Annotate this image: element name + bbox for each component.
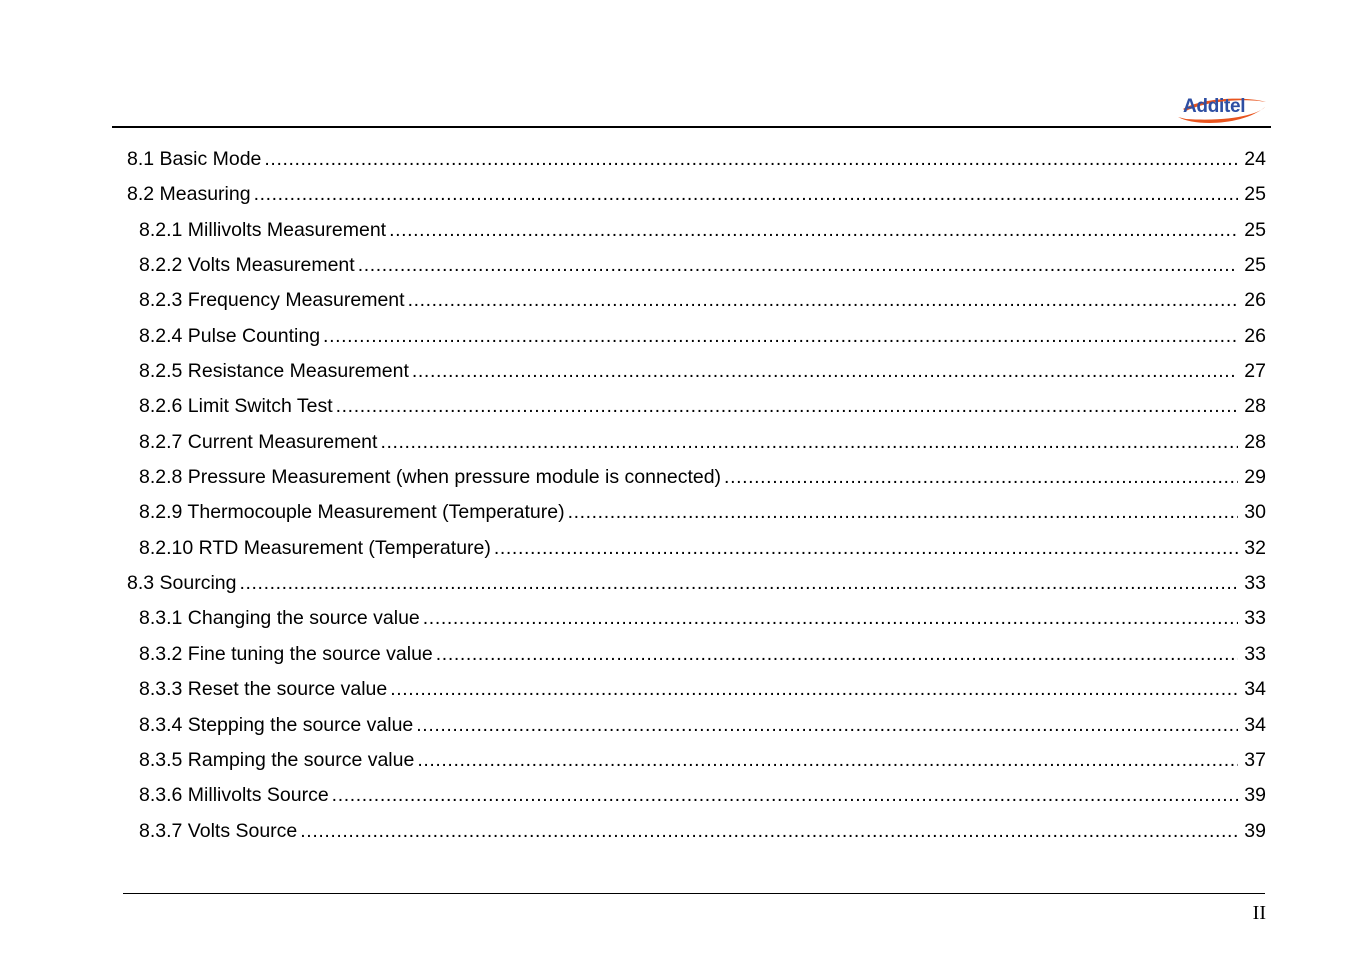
toc-entry-label: 8.2.7 Current Measurement [139, 430, 378, 453]
toc-entry[interactable] [0, 283, 1350, 318]
toc-entry-label: 8.1 Basic Mode [127, 148, 262, 170]
toc-dot-leader [494, 531, 1238, 566]
toc-entry-page: 25 [1244, 254, 1266, 277]
toc-entry-label: 8.3 Sourcing [127, 572, 237, 595]
toc-entry-page: 33 [1244, 642, 1266, 665]
toc-entry[interactable] [0, 495, 1350, 530]
toc-entry-page: 27 [1244, 360, 1266, 383]
toc-entry-page: 25 [1244, 218, 1266, 241]
toc-dot-leader [300, 814, 1238, 849]
toc-dot-leader [254, 177, 1238, 212]
toc-dot-leader [264, 142, 1238, 177]
toc-entry[interactable] [0, 814, 1350, 849]
toc-entry-label: 8.3.5 Ramping the source value [139, 748, 415, 771]
toc-entry[interactable] [0, 142, 1350, 177]
toc-entry-page: 33 [1244, 572, 1266, 595]
toc-entry-page: 28 [1244, 395, 1266, 418]
toc-entry[interactable] [0, 319, 1350, 354]
toc-entry-label: 8.3.4 Stepping the source value [139, 713, 414, 736]
toc-entry-page: 39 [1244, 819, 1266, 842]
toc-entry-label: 8.2.6 Limit Switch Test [139, 395, 333, 418]
toc-entry[interactable] [0, 672, 1350, 707]
toc-entry[interactable] [0, 389, 1350, 424]
toc-entry-page: 25 [1244, 183, 1266, 206]
toc-entry[interactable] [0, 177, 1350, 212]
toc-dot-leader [336, 389, 1238, 424]
toc-entry-page: 32 [1244, 536, 1266, 559]
toc-entry[interactable] [0, 460, 1350, 495]
toc-entry[interactable] [0, 637, 1350, 672]
toc-entry-page: 26 [1244, 324, 1266, 347]
toc-entry-page: 39 [1244, 784, 1266, 807]
toc-entry-page: 34 [1244, 678, 1266, 701]
toc-entry-page: 34 [1244, 713, 1266, 736]
toc-entry-page: 28 [1244, 430, 1266, 453]
toc-dot-leader [240, 566, 1239, 601]
toc-entry-label: 8.3.3 Reset the source value [139, 678, 388, 701]
toc-dot-leader [416, 708, 1238, 743]
toc-entry-label: 8.3.6 Millivolts Source [139, 784, 329, 807]
toc-dot-leader [380, 425, 1238, 460]
toc-entry-page: 26 [1244, 289, 1266, 312]
additel-logo [1174, 90, 1268, 126]
header-divider [112, 126, 1271, 128]
toc-dot-leader [390, 672, 1238, 707]
page-number: II [1252, 902, 1266, 924]
toc-entry-label: 8.2.5 Resistance Measurement [139, 360, 409, 383]
toc-entry-page: 30 [1244, 501, 1266, 524]
toc-entry-label: 8.2.9 Thermocouple Measurement (Temperature) [139, 501, 565, 524]
toc-entry[interactable] [0, 354, 1350, 389]
toc-entry-page: 29 [1244, 466, 1266, 489]
footer-divider [123, 893, 1265, 894]
toc-dot-leader [423, 601, 1238, 636]
toc-entry[interactable] [0, 425, 1350, 460]
toc-entry[interactable] [0, 708, 1350, 743]
toc-entry-page: 33 [1244, 607, 1266, 630]
toc-entry-label: 8.2.8 Pressure Measurement (when pressure module is connected) [139, 466, 722, 489]
toc-entry-label: 8.3.2 Fine tuning the source value [139, 642, 433, 665]
toc-entry-label: 8.2 Measuring [127, 183, 251, 206]
toc-dot-leader [332, 778, 1238, 813]
toc-entry[interactable] [0, 743, 1350, 778]
toc-dot-leader [417, 743, 1238, 778]
toc-entry[interactable] [0, 566, 1350, 601]
toc-dot-leader [389, 213, 1238, 248]
toc-entry-page: 37 [1244, 748, 1266, 771]
toc-dot-leader [724, 460, 1238, 495]
toc-dot-leader [436, 637, 1238, 672]
toc-dot-leader [568, 495, 1238, 530]
toc-entry-page: 24 [1244, 148, 1266, 170]
toc-dot-leader [412, 354, 1238, 389]
toc-dot-leader [358, 248, 1238, 283]
toc-entry-label: 8.3.1 Changing the source value [139, 607, 420, 630]
toc-entry[interactable] [0, 213, 1350, 248]
toc-dot-leader [323, 319, 1238, 354]
toc-entry[interactable] [0, 248, 1350, 283]
toc-entry[interactable] [0, 601, 1350, 636]
toc-entry-label: 8.2.10 RTD Measurement (Temperature) [139, 536, 491, 559]
toc-entry-label: 8.3.7 Volts Source [139, 819, 298, 842]
toc-entry-label: 8.2.1 Millivolts Measurement [139, 218, 387, 241]
toc-entry-label: 8.2.4 Pulse Counting [139, 324, 321, 347]
toc-entry[interactable] [0, 778, 1350, 813]
toc-entry-label: 8.2.2 Volts Measurement [139, 254, 355, 277]
toc-entry-label: 8.2.3 Frequency Measurement [139, 289, 405, 312]
logo-wordmark: Additel [1183, 96, 1246, 117]
toc-entry[interactable] [0, 531, 1350, 566]
table-of-contents [0, 142, 1350, 849]
toc-dot-leader [408, 283, 1238, 318]
